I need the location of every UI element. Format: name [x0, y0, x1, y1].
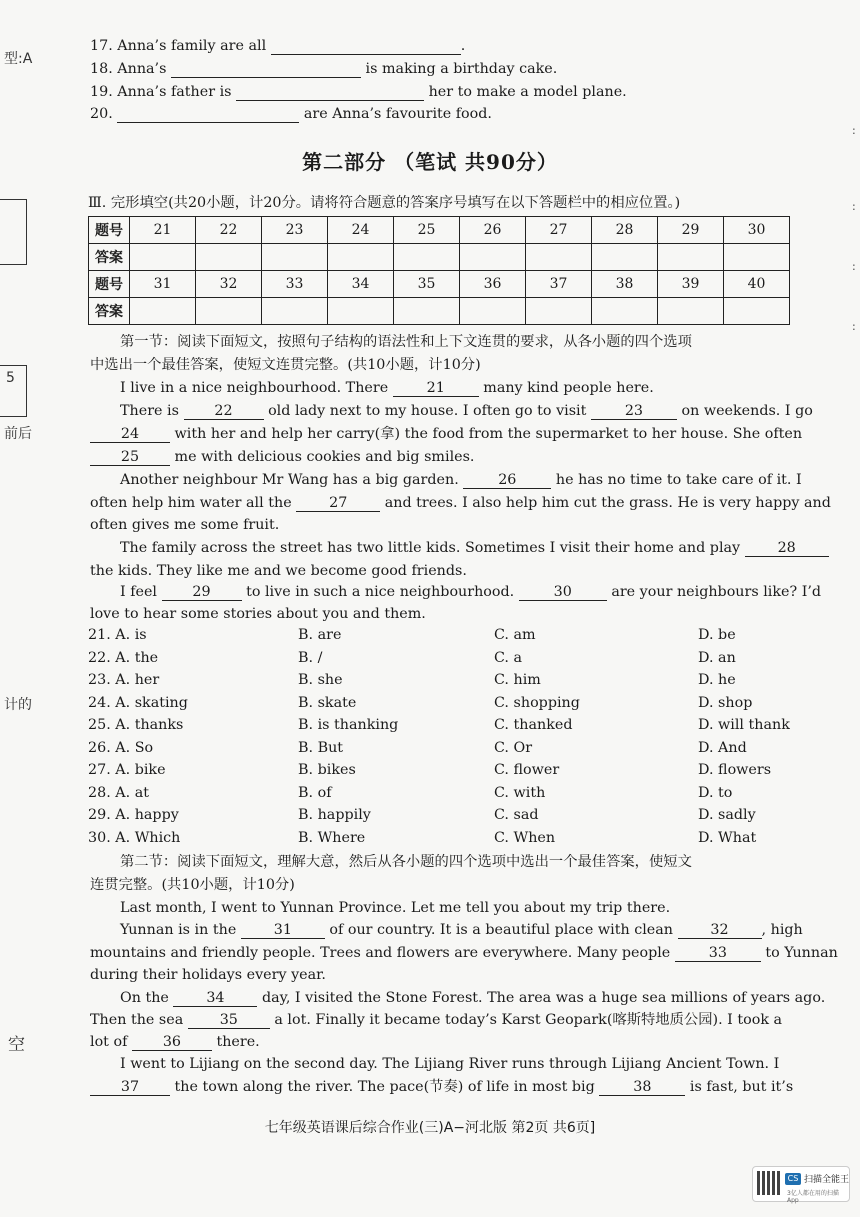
margin-bracket: [0, 199, 27, 265]
answer-cell[interactable]: [328, 298, 394, 325]
passage-line: I went to Lijiang on the second day. The Lijiang River runs through Lijiang Ancient Town. I: [120, 1056, 780, 1072]
question-17: 17. Anna’s family are all .: [90, 38, 466, 54]
answer-cell[interactable]: [328, 244, 394, 271]
option-question: 25. A. thanks: [88, 717, 184, 733]
answer-blank[interactable]: [271, 38, 461, 55]
option-choice: C. flower: [494, 762, 560, 778]
option-choice: D. And: [698, 739, 747, 756]
row-label: 答案: [89, 298, 130, 325]
option-choice: B. But: [298, 739, 344, 756]
app-name: 扫描全能王: [804, 1175, 850, 1185]
question-19: 19. Anna’s father is her to make a model plane.: [90, 84, 627, 100]
option-choice: C. am: [494, 627, 536, 643]
section-three-title: Ⅲ. 完形填空(共20小题，计20分。请将符合题意的答案序号填写在以下答题栏中的相应位置。): [88, 195, 681, 211]
passage-line: I live in a nice neighbourhood. There 21 many kind people here.: [120, 380, 654, 396]
option-choice: C. thanked: [494, 717, 573, 733]
answer-cell[interactable]: [658, 298, 724, 325]
answer-blank[interactable]: [171, 61, 361, 78]
answer-cell[interactable]: [526, 298, 592, 325]
option-question: 29. A. happy: [88, 807, 179, 823]
option-choice: D. shop: [698, 694, 753, 711]
passage-line: during their holidays every year.: [90, 967, 326, 983]
answer-cell[interactable]: [526, 244, 592, 271]
option-question: 24. A. skating: [88, 694, 188, 711]
instruction: 中选出一个最佳答案，使短文连贯完整。(共10小题，计10分): [90, 357, 481, 373]
passage-line: love to hear some stories about you and them.: [90, 606, 426, 622]
option-question: 22. A. the: [88, 649, 159, 666]
question-20: 20. are Anna’s favourite food.: [90, 106, 492, 122]
edge-mark: :: [852, 124, 856, 137]
option-choice: B. happily: [298, 807, 371, 823]
option-question: 30. A. Which: [88, 829, 181, 846]
answer-cell[interactable]: [196, 298, 262, 325]
option-question: 23. A. her: [88, 672, 160, 688]
option-choice: B. Where: [298, 829, 366, 846]
passage-line: 24 with her and help her carry(拿) the food from the supermarket to her house. She often: [90, 424, 802, 444]
passage-line: Then the sea 35 a lot. Finally it became today’s Karst Geopark(喀斯特地质公园). I took a: [90, 1012, 783, 1028]
answer-cell[interactable]: [262, 298, 328, 325]
part-two-title: 第二部分 （笔试 共90分）: [302, 150, 558, 174]
passage-line: I feel 29 to live in such a nice neighbourhood. 30 are your neighbours like? I’d: [120, 584, 822, 600]
option-choice: C. a: [494, 649, 523, 666]
edge-mark: :: [852, 260, 856, 273]
option-choice: D. What: [698, 829, 757, 846]
table-row: 题号 31 32 33 34 35 36 37 38 39 40: [89, 271, 790, 298]
passage-line: On the 34 day, I visited the Stone Forest. The area was a huge sea millions of years ago.: [120, 990, 826, 1006]
passage-line: 37 the town along the river. The pace(节奏) of life in most big 38 is fast, but it’s: [90, 1077, 793, 1097]
row-label: 答案: [89, 244, 130, 271]
option-choice: B. skate: [298, 694, 357, 711]
option-choice: B. are: [298, 627, 342, 643]
passage-line: the kids. They like me and we become good friends.: [90, 563, 467, 579]
app-logo: CS: [785, 1173, 801, 1185]
option-choice: D. flowers: [698, 762, 772, 778]
answer-blank[interactable]: [117, 106, 299, 123]
option-choice: D. sadly: [698, 807, 756, 823]
passage-line: Another neighbour Mr Wang has a big garden. 26 he has no time to take care of it. I: [120, 472, 802, 488]
option-question: 28. A. at: [88, 784, 149, 801]
answer-cell[interactable]: [460, 298, 526, 325]
answer-cell[interactable]: [460, 244, 526, 271]
answer-cell[interactable]: [130, 298, 196, 325]
answer-cell[interactable]: [196, 244, 262, 271]
table-row: 题号 21 22 23 24 25 26 27 28 29 30: [89, 217, 790, 244]
answer-cell[interactable]: [724, 244, 790, 271]
passage-line: mountains and friendly people. Trees and flowers are everywhere. Many people 33 to Yunnan: [90, 945, 838, 961]
margin-text-kong: 空: [8, 1035, 25, 1055]
qr-code-icon: [757, 1171, 781, 1195]
option-choice: C. shopping: [494, 694, 580, 711]
option-choice: D. he: [698, 672, 736, 688]
answer-cell[interactable]: [130, 244, 196, 271]
instruction: 第二节：阅读下面短文，理解大意，然后从各小题的四个选项中选出一个最佳答案，使短文: [120, 854, 692, 870]
option-choice: C. Or: [494, 739, 533, 756]
passage-line: 25 me with delicious cookies and big smiles.: [90, 447, 474, 467]
option-question: 21. A. is: [88, 627, 147, 643]
answer-cell[interactable]: [724, 298, 790, 325]
option-choice: D. be: [698, 627, 736, 643]
answer-cell[interactable]: [592, 298, 658, 325]
scanner-badge: [752, 1166, 850, 1202]
row-label: 题号: [89, 217, 130, 244]
instruction: 连贯完整。(共10小题，计10分): [90, 877, 295, 893]
option-choice: B. of: [298, 784, 332, 801]
margin-five: 5: [6, 370, 15, 386]
margin-text-de: 计的: [4, 697, 32, 713]
passage-line: Yunnan is in the 31 of our country. It is a beautiful place with clean 32 , high: [120, 922, 803, 938]
edge-mark: :: [852, 320, 856, 333]
passage-line: often help him water all the 27 and trees. I also help him cut the grass. He is very happy and: [90, 495, 831, 511]
passage-line: often gives me some fruit.: [90, 517, 280, 533]
table-row: [89, 298, 790, 325]
answer-cell[interactable]: [262, 244, 328, 271]
passage-line: Last month, I went to Yunnan Province. Let me tell you about my trip there.: [120, 900, 671, 916]
app-tagline: 3亿人都在用的扫描App: [787, 1190, 839, 1204]
option-question: 27. A. bike: [88, 762, 166, 778]
answer-cell[interactable]: [658, 244, 724, 271]
margin-type-label: 型:A: [4, 51, 33, 67]
edge-mark: :: [852, 200, 856, 213]
option-choice: D. to: [698, 784, 733, 801]
row-label: 题号: [89, 271, 130, 298]
instruction: 第一节：阅读下面短文，按照句子结构的语法性和上下文连贯的要求，从各小题的四个选项: [120, 334, 692, 350]
option-choice: C. him: [494, 672, 541, 688]
passage-line: lot of 36 there.: [90, 1034, 260, 1050]
passage-line: The family across the street has two little kids. Sometimes I visit their home and play 28: [120, 538, 829, 558]
table-row: [89, 244, 790, 271]
margin-text-after: 前后: [4, 426, 32, 442]
answer-blank[interactable]: [236, 84, 424, 101]
option-choice: D. will thank: [698, 717, 790, 733]
passage-line: There is 22 old lady next to my house. I often go to visit 23 on weekends. I go: [120, 403, 813, 419]
option-question: 26. A. So: [88, 739, 154, 756]
answer-table: [88, 216, 790, 325]
option-choice: B. is thanking: [298, 717, 399, 733]
answer-cell[interactable]: [394, 244, 460, 271]
answer-cell[interactable]: [592, 244, 658, 271]
option-choice: B. bikes: [298, 762, 356, 778]
option-choice: C. with: [494, 784, 546, 801]
option-choice: B. she: [298, 672, 343, 688]
option-choice: B. /: [298, 649, 323, 666]
option-choice: D. an: [698, 649, 736, 666]
option-choice: C. sad: [494, 807, 539, 823]
answer-cell[interactable]: [394, 298, 460, 325]
question-18: 18. Anna’s is making a birthday cake.: [90, 61, 558, 77]
option-choice: C. When: [494, 829, 556, 846]
page-footer: 七年级英语课后综合作业(三)A−河北版 第2页 共6页]: [264, 1120, 596, 1136]
